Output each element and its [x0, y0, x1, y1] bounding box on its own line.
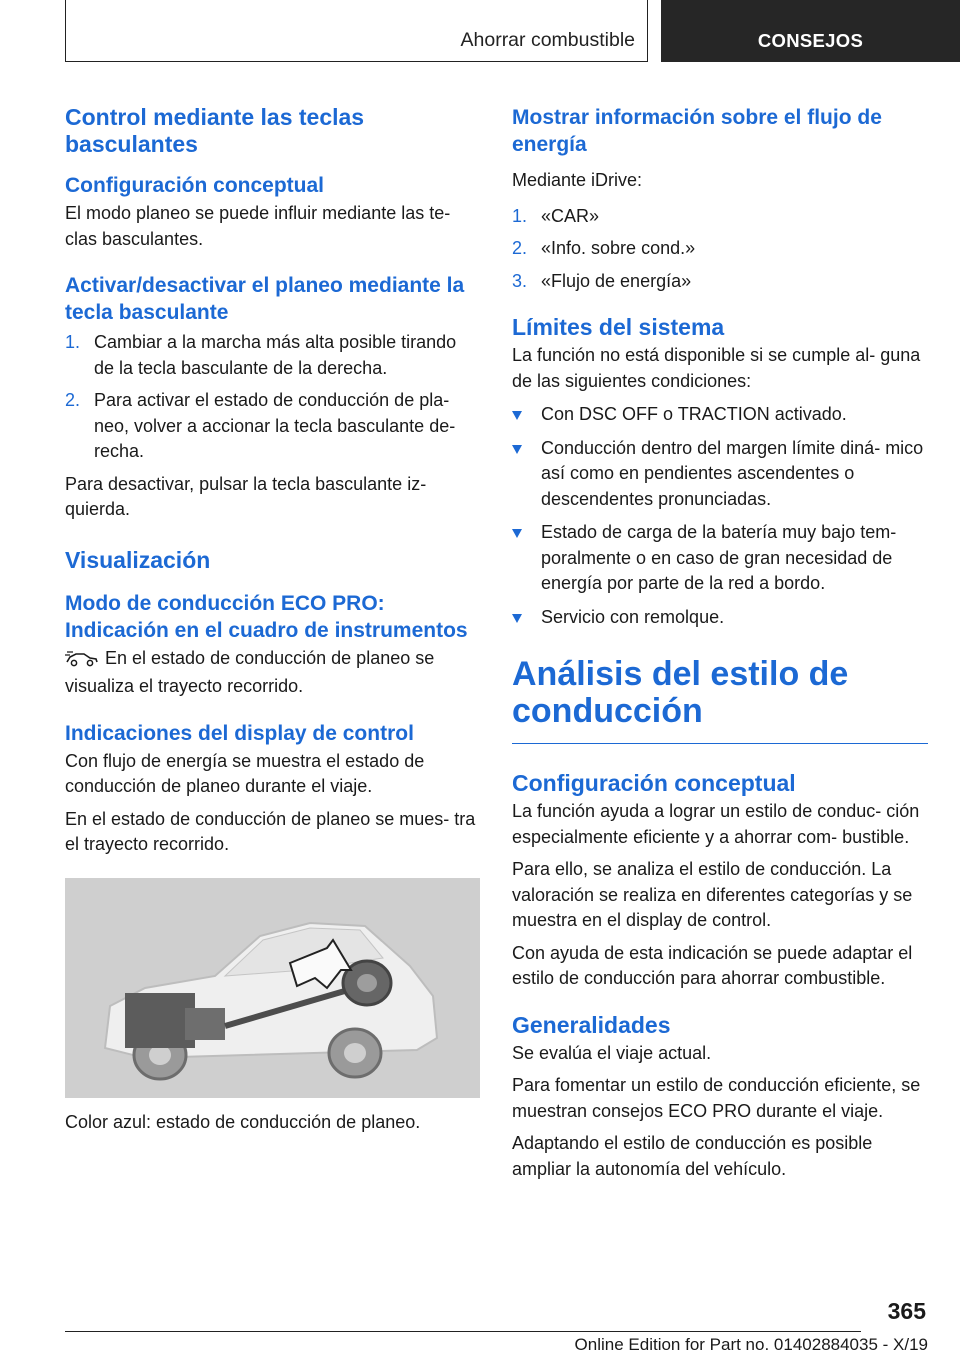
- list-item: 1. «CAR»: [512, 205, 600, 226]
- right-column: [512, 104, 928, 1182]
- triangle-bullet-icon: [512, 614, 522, 623]
- list-item: Conducción dentro del margen límite diná‐ mico así como en pendientes ascendentes o descendentes pronunciadas.: [512, 436, 928, 513]
- coasting-car-icon: [65, 649, 99, 675]
- text-eco-pro: En el estado de conducción de planeo se visualiza el trayecto recorrido.: [65, 647, 435, 696]
- figure-caption: Color azul: estado de conducción de planeo.: [65, 1111, 421, 1132]
- text-config2-c: Con ayuda de esta indicación se puede adaptar el estilo de conducción para ahorrar combustible.: [512, 942, 913, 988]
- text-desactivar: Para desactivar, pulsar la tecla basculante iz‐ quierda.: [65, 473, 427, 519]
- edition-text: Online Edition for Part no. 01402884035 - X/19: [574, 1335, 928, 1354]
- list-item: Con DSC OFF o TRACTION activado.: [512, 402, 928, 428]
- text-config2-a: La función ayuda a lograr un estilo de conduc‐ ción especialmente eficiente y a ahorrar com‐ bustible.: [512, 801, 920, 847]
- heading-analisis: Análisis del estilo de conducción: [512, 656, 928, 744]
- heading-generalidades: Generalidades: [512, 1011, 671, 1038]
- heading-configuracion-2: Configuración conceptual: [512, 770, 796, 796]
- heading-activar-planeo: Activar/desactivar el planeo mediante la tecla basculante: [65, 274, 465, 324]
- text-gen-2: Para fomentar un estilo de conducción eficiente, se muestran consejos ECO PRO durante el viaje.: [512, 1075, 921, 1121]
- heading-display-control: Indicaciones del display de control: [65, 721, 414, 745]
- heading-visualizacion: Visualización: [65, 546, 211, 573]
- header-section-tab: [65, 0, 648, 62]
- text-gen-3: Adaptando el estilo de conducción es posible ampliar la autonomía del vehículo.: [512, 1133, 873, 1179]
- text-mediante-idrive: Mediante iDrive:: [512, 170, 643, 190]
- text-display-2: En el estado de conducción de planeo se mues‐ tra el trayecto recorrido.: [65, 808, 476, 854]
- list-item: 1. Cambiar a la marcha más alta posible tirando de la tecla basculante de la derecha.: [65, 332, 457, 378]
- idrive-steps: [512, 204, 928, 295]
- text-config2-b: Para ello, se analiza el estilo de conducción. La valoración se realiza en diferentes categorías y se muestra en el display de control.: [512, 859, 913, 930]
- heading-control-teclas: Control mediante las teclas basculantes: [65, 104, 365, 157]
- list-item: Servicio con remolque.: [512, 605, 928, 631]
- steps-activar: [65, 330, 480, 465]
- heading-eco-pro: Modo de conducción ECO PRO: Indicación en el cuadro de instrumentos: [65, 591, 468, 642]
- footer-divider: [65, 1331, 861, 1332]
- header-chapter-title: CONSEJOS: [757, 30, 864, 51]
- heading-limites: Límites del sistema: [512, 314, 725, 340]
- list-item: 2. «Info. sobre cond.»: [512, 238, 696, 258]
- conditions-list: [512, 402, 928, 630]
- left-column: [65, 104, 480, 1135]
- car-illustration: [65, 878, 480, 1098]
- text-configuracion: El modo planeo se puede influir mediante las te‐ clas basculantes.: [65, 203, 451, 249]
- list-item: 2. Para activar el estado de conducción de pla‐ neo, volver a accionar la tecla basculante de‐ recha.: [65, 390, 456, 461]
- list-item: Estado de carga de la batería muy bajo tem‐ poralmente o en caso de gran necesidad de energía por parte de la red a bordo.: [512, 520, 928, 597]
- car-drivetrain-figure: [65, 878, 480, 1098]
- header-chapter-tab: [661, 0, 960, 62]
- header-section-title: Ahorrar combustible: [460, 29, 635, 51]
- text-display-1: Con flujo de energía se muestra el estado de conducción de planeo durante el viaje.: [65, 750, 425, 796]
- triangle-bullet-icon: [512, 529, 522, 538]
- triangle-bullet-icon: [512, 411, 522, 420]
- heading-mostrar-flujo: Mostrar información sobre el flujo de energía: [512, 106, 882, 156]
- triangle-bullet-icon: [512, 445, 522, 454]
- text-gen-1: Se evalúa el viaje actual.: [512, 1042, 712, 1063]
- list-item: 3. «Flujo de energía»: [512, 270, 692, 291]
- heading-configuracion: Configuración conceptual: [65, 174, 325, 197]
- text-limites: La función no está disponible si se cumple al‐ guna de las siguientes condiciones:: [512, 345, 921, 391]
- page-number: 365: [887, 1298, 926, 1324]
